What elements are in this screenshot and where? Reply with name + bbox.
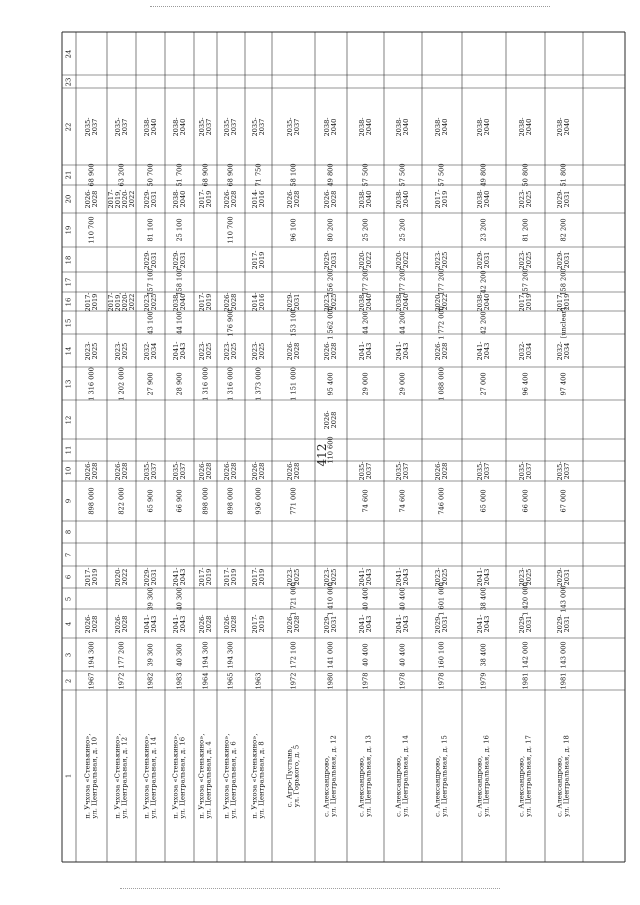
table-cell-text: 1967 <box>86 672 95 689</box>
table-cell-text: 2017- 2019 <box>197 291 213 312</box>
table-cell-text: 97 400 <box>559 371 568 396</box>
table-cell-text: 2026- 2028 <box>322 340 338 361</box>
column-header-1-text: 1 <box>64 773 73 779</box>
table-cell-text: 40 300 <box>174 586 183 611</box>
table-cell-text: 2038- 2040 <box>357 116 373 137</box>
table-cell-text: 50 700 <box>145 163 154 187</box>
column-header-10-text: 10 <box>64 466 73 476</box>
table-cell-text: 57 500 <box>360 163 369 187</box>
table-cell-text: 50 800 <box>520 163 529 187</box>
table-cell-text: 96 400 <box>520 371 529 396</box>
table-cell-text: 142 000 <box>520 640 529 669</box>
column-header-21-text: 21 <box>64 170 73 180</box>
table-cell-text: 2041- 2043 <box>394 340 410 361</box>
page-number-text: 412 <box>315 443 329 467</box>
table-cell-text: 2026- 2028 <box>197 613 213 634</box>
table-cell-text: 1 151 000 <box>288 366 297 401</box>
table-cell-text: 25 100 <box>174 218 183 242</box>
table-cell-text: 2026- 2028 <box>83 613 99 634</box>
table-cell-text: 177 200 <box>360 268 369 296</box>
table-cell-text: 160 100 <box>437 640 446 669</box>
table-cell-text: 66 900 <box>174 489 183 513</box>
table-cell-text: 2017- 2019 <box>197 189 213 209</box>
table-cell-text: 2017- 2019 <box>517 291 533 312</box>
table-cell-text: 95 400 <box>326 371 335 396</box>
table-cell-text: 2026- 2028 <box>113 613 129 634</box>
table-cell-text: 2035- 2037 <box>357 461 373 481</box>
table-cell-text: 2038- 2040 <box>357 189 373 209</box>
address-cell-text: с. Александрово, ул. Центральная, д. 16 <box>475 735 491 817</box>
table-cell-text: 1981 <box>520 672 529 689</box>
table-cell-text: 1981 <box>559 672 568 689</box>
address-cell-text: с. Александрово, ул. Центральная, д. 15 <box>433 735 449 817</box>
table-cell-text: 38 400 <box>479 586 488 611</box>
table-cell-text: 2035- 2037 <box>222 116 238 137</box>
table-cell-text: 2041- 2043 <box>475 613 491 634</box>
table-cell-text: 27 000 <box>479 371 488 396</box>
table-cell-text: 1 562 000 <box>326 305 335 340</box>
table-cell-text: 2017- 2019, 2020- 2022 <box>106 291 136 312</box>
table-cell-text: 2017- 2019 <box>83 567 99 587</box>
table-cell-text: 67 000 <box>559 489 568 513</box>
table-cell-text: 2023- 2025 <box>250 340 266 361</box>
table-cell-text: 2026- 2028 <box>113 461 129 481</box>
column-header-2-text: 2 <box>64 678 73 683</box>
table-cell-text: 2038- 2040 <box>475 189 491 209</box>
column-header-12-text: 12 <box>64 415 73 424</box>
table-cell-text: 194 300 <box>226 640 235 669</box>
table-cell-text: 177 200 <box>437 268 446 296</box>
table-cell-text: 2023- 2025 <box>517 189 533 209</box>
table-cell-text: 65 000 <box>479 489 488 513</box>
address-cell-text: п. Учхоза «Стенькино», ул. Центральная, д. 14 <box>142 733 158 819</box>
column-header-4-text: 4 <box>64 621 73 626</box>
table-cell-text: 1 316 000 <box>86 366 95 401</box>
table-cell-text: 2032- 2034 <box>517 340 533 361</box>
table-cell-text: 110 700 <box>226 216 235 244</box>
table-cell-text: 2026- 2028 <box>433 340 449 361</box>
column-header-23-text: 23 <box>64 77 73 86</box>
table-cell-text: 2017- 2019 <box>250 567 266 587</box>
column-header-14-text: 14 <box>64 346 73 355</box>
table-cell-text: 110 700 <box>86 216 95 244</box>
column-header-5-text: 5 <box>64 596 73 601</box>
table-cell-text: 2038- 2040 <box>357 291 373 312</box>
table-cell-text: 1978 <box>398 672 407 689</box>
table-cell-text: 177 200 <box>116 640 125 669</box>
table-cell-text: 40 400 <box>360 642 369 667</box>
table-cell-text: 44 200 <box>360 310 369 335</box>
table-cell-text: 2026- 2028 <box>250 461 266 481</box>
table-cell-text: 153 100 <box>288 308 297 337</box>
table-cell-text: 68 900 <box>226 163 235 187</box>
table-cell-text: 2026- 2028 <box>322 409 338 430</box>
table-cell-text: 2038- 2040 <box>142 116 158 137</box>
table-cell-text: 2023- 2025 <box>517 567 533 587</box>
table-cell-text: 2032- 2034 <box>142 340 158 361</box>
table-cell-text: 29 000 <box>398 371 407 396</box>
table-cell-text: 51 700 <box>174 163 183 187</box>
table-cell-text: 158 100 <box>174 268 183 296</box>
table-cell-text: 2029- 2031 <box>322 613 338 634</box>
table-cell-text: 2020- 2022 <box>433 291 449 312</box>
column-header-8-text: 8 <box>64 529 73 535</box>
table-cell-text: 1983 <box>174 672 183 689</box>
table-cell-text: 39 300 <box>145 642 154 667</box>
table-cell-text: 2038- 2040 <box>171 189 187 209</box>
table-cell-text: 157 200 <box>520 268 529 296</box>
table-cell-text: 1 420 000 <box>520 581 529 616</box>
table-cell-text: 74 600 <box>360 489 369 513</box>
table-cell-text: 1979 <box>479 672 488 689</box>
table-cell-text: 2023- 2025 <box>222 340 238 361</box>
table-cell-text: 82 200 <box>559 218 568 242</box>
address-cell-text: с. Александрово, ул. Центральная, д. 14 <box>394 735 410 817</box>
table-cell-text: 2035- 2037 <box>113 116 129 137</box>
table-cell-text: 2041- 2043 <box>475 567 491 587</box>
table-cell-text: 1 202 000 <box>116 366 125 401</box>
table-cell-text: 2035- 2037 <box>285 116 301 137</box>
address-cell-text: п. Учхоза «Стенькино», ул. Центральная, д. 4 <box>197 733 213 819</box>
table-cell-text: 1963 <box>253 672 262 689</box>
table-cell-text: 822 000 <box>116 487 125 515</box>
table-cell-text: 194 300 <box>200 640 209 669</box>
table-cell-text: 1 410 000 <box>326 581 335 616</box>
table-cell-text: 2035- 2037 <box>475 461 491 481</box>
table-cell-text: 110 600 <box>326 436 335 464</box>
address-cell-text: с. Александрово, ул. Центральная, д. 13 <box>357 735 373 817</box>
table-cell-text: 57 500 <box>398 163 407 187</box>
table-cell-text: 40 300 <box>174 642 183 667</box>
address-cell-text: с. Александрово, ул. Центральная, д. 17 <box>517 735 533 817</box>
column-header-20-text: 20 <box>64 194 73 204</box>
table-cell-text: 2038- 2040 <box>394 189 410 209</box>
table-cell-text: 2023- 2025 <box>285 567 301 587</box>
table-cell-text: 96 100 <box>288 218 297 242</box>
table-cell-text: 2020- 2022 <box>113 567 129 587</box>
table-cell-text: 172 100 <box>288 640 297 669</box>
table-cell-text: 2026- 2028 <box>285 613 301 634</box>
table-cell-text: 2041- 2043 <box>171 567 187 587</box>
table-cell-text: 2029- 2031 <box>171 249 187 270</box>
table-cell-text: 43 100 <box>145 310 154 335</box>
table-cell-text: 141 000 <box>326 640 335 669</box>
address-cell-text: с. Агро-Пустынь, ул. Горького, д. 5 <box>285 744 301 808</box>
table-cell-text: 2026- 2028 <box>222 189 238 209</box>
address-cell-text: п. Учхоза «Стенькино», ул. Центральная, д. 10 <box>83 733 99 819</box>
table-cell-text: 1972 <box>288 672 297 689</box>
table-cell-text: 2026- 2028 <box>222 461 238 481</box>
table-cell-text: 1 316 000 <box>226 366 235 401</box>
column-header-6-text: 6 <box>64 574 73 580</box>
table-cell-text: 23 200 <box>479 218 488 242</box>
column-header-17-text: 17 <box>64 277 73 287</box>
table-cell-text: 1 088 000 <box>437 366 446 401</box>
table-cell-text: 2023- 2025 <box>113 340 129 361</box>
table-cell-text: 66 000 <box>520 489 529 513</box>
table-cell-text: 194 300 <box>86 640 95 669</box>
table-cell-text: 1 721 000 <box>288 581 297 616</box>
table-cell-text: 68 900 <box>200 163 209 187</box>
table-cell-text: 42 200 <box>479 310 488 335</box>
table-cell-text: 2026- 2028 <box>197 461 213 481</box>
table-cell-text: 2017- 2019 <box>433 189 449 209</box>
table-cell-text: 2035- 2037 <box>555 461 571 481</box>
table-cell-text: 49 800 <box>479 163 488 187</box>
table-cell-text: 2026- 2028 <box>433 461 449 481</box>
table-cell-text: 39 300 <box>145 586 154 611</box>
column-header-19-text: 19 <box>64 225 73 235</box>
table-cell-text: 2020- 2022 <box>357 249 373 270</box>
table-cell-text: 2041- 2043 <box>142 613 158 634</box>
column-header-16-text: 16 <box>64 297 73 306</box>
address-cell-text: п. Учхоза «Стенькино», ул. Центральная, д. 6 <box>222 733 238 819</box>
table-cell-text: 898 000 <box>200 487 209 515</box>
table-cell-text: 1978 <box>437 672 446 689</box>
table-cell-text: 2041- 2043 <box>394 613 410 634</box>
table-cell-text: 40 400 <box>398 586 407 611</box>
table-cell-text: 157 100 <box>145 268 154 296</box>
table-cell-text: 1980 <box>326 672 335 689</box>
table-cell-text: 2041- 2043 <box>475 340 491 361</box>
table-cell-text: 2026- 2028 <box>83 461 99 481</box>
table-cell-text: 2017- 2019 <box>83 291 99 312</box>
table-cell-text: 40 400 <box>360 586 369 611</box>
table-cell-text: 2026- 2028 <box>222 291 238 312</box>
scan-bottom-edge <box>120 888 500 890</box>
table-cell-text: 2041- 2043 <box>171 340 187 361</box>
table-cell-text: 65 900 <box>145 489 154 513</box>
table-cell-text: 936 000 <box>253 487 262 515</box>
table-cell-text: 25 200 <box>360 218 369 242</box>
table-cell-text: 2029- 2031 <box>322 249 338 270</box>
table-cell-text: 2035- 2037 <box>171 461 187 481</box>
address-cell-text: п. Учхоза «Стенькино», ул. Центральная, д. 16 <box>171 733 187 819</box>
table-cell-text: 898 000 <box>226 487 235 515</box>
address-cell-text: с. Александрово, ул. Центральная, д. 12 <box>322 735 338 817</box>
table-cell-text: 143 000 <box>559 640 568 669</box>
table-cell-text: 80 200 <box>326 218 335 242</box>
table-cell-text: 2029- 2031 <box>555 613 571 634</box>
table-cell-text: 57 500 <box>437 163 446 187</box>
column-header-18-text: 18 <box>64 255 73 264</box>
table-cell-text: 2038- 2040 <box>433 116 449 137</box>
table-cell-text: 1964 <box>200 672 209 689</box>
table-cell-text: 2041- 2043 <box>394 567 410 587</box>
address-cell-text: п. Учхоза «Стенькино», ул. Центральная, д. 8 <box>250 733 266 819</box>
table-cell-text: 2029- 2031 <box>555 189 571 209</box>
table-cell-text: 2026- 2028 <box>285 189 301 209</box>
table-cell-text: 1 316 000 <box>200 366 209 401</box>
table-cell-text: 40 400 <box>398 642 407 667</box>
table-cell-text: 2017- 2019 <box>250 249 266 270</box>
address-cell-text: п. Учхоза «Стенькино», ул. Центральная, д. 12 <box>113 733 129 819</box>
table-cell-text: 2029- 2031 <box>142 249 158 270</box>
table-cell-text: 2029- 2031 <box>433 613 449 634</box>
table-cell-text: 2026- 2028 <box>285 461 301 481</box>
table-cell-text: 2041- 2043 <box>171 613 187 634</box>
table-cell-text: 2014- 2016 <box>250 189 266 209</box>
table-cell-text: 2029- 2031 <box>517 613 533 634</box>
table-cell-text: 74 600 <box>398 489 407 513</box>
table-cell-text: 29 000 <box>360 371 369 396</box>
table-cell-text: 2017- 2019 <box>250 613 266 634</box>
table-cell-text: 2035- 2037 <box>83 116 99 137</box>
table-cell-text: 2026- 2028 <box>285 340 301 361</box>
column-header-22-text: 22 <box>64 122 73 131</box>
table-cell-text: 1 373 000 <box>253 366 262 401</box>
table-cell-text: 2020- 2022 <box>394 249 410 270</box>
table-cell-text: 2029- 2031 <box>475 249 491 270</box>
table-cell-text: 898 000 <box>86 487 95 515</box>
table-cell-text: 2014- 2016 <box>250 291 266 312</box>
table-cell-text: [unclear] <box>559 307 568 338</box>
table-cell-text: 2035- 2037 <box>250 116 266 137</box>
table-cell-text: 49 800 <box>326 163 335 187</box>
table-cell-text: 771 000 <box>288 487 297 515</box>
table-cell-text: 2029- 2031 <box>285 291 301 312</box>
table-cell-text: 2038- 2040 <box>322 116 338 137</box>
table-cell-text: 2041- 2043 <box>357 567 373 587</box>
table-cell-text: 2035- 2037 <box>197 116 213 137</box>
column-header-7-text: 7 <box>64 552 73 557</box>
table-cell-text: 63 200 <box>116 163 125 187</box>
table-cell-text: 2023- 2025 <box>517 249 533 270</box>
table-cell-text: 1 772 000 <box>437 305 446 340</box>
table-cell-text: 2038- 2040 <box>475 116 491 137</box>
table-cell-text: 2038- 2040 <box>517 116 533 137</box>
table-cell-text: 176 900 <box>226 308 235 337</box>
table-cell-text: 81 200 <box>520 218 529 242</box>
table-cell-text: 42 200 <box>479 270 488 294</box>
table-cell-text: 68 900 <box>86 163 95 187</box>
table-cell-text: 156 200 <box>326 268 335 296</box>
table-cell-text: 2023- 2025 <box>197 340 213 361</box>
table-cell-text: 1 601 000 <box>437 581 446 616</box>
table-cell-text: 2017- 2019 <box>197 567 213 587</box>
table-cell-text: 51 800 <box>559 163 568 187</box>
table-cell-text: 2038- 2040 <box>171 116 187 137</box>
table-cell-text: 25 200 <box>398 218 407 242</box>
table-cell-text: 2023- 2025 <box>142 291 158 312</box>
column-header-11-text: 11 <box>64 445 73 455</box>
table-cell-text: 2035- 2037 <box>517 461 533 481</box>
table-cell-text: 2035- 2037 <box>394 461 410 481</box>
table-cell-text: 2029- 2031 <box>555 567 571 587</box>
table-cell-text: 2038- 2040 <box>475 291 491 312</box>
table-cell-text: 2041- 2043 <box>357 613 373 634</box>
table-cell-text: 2038- 2040 <box>555 116 571 137</box>
table-cell-text: 2029- 2031 <box>142 567 158 587</box>
table-cell-text: 2026- 2028 <box>322 189 338 209</box>
table-cell-text: 1978 <box>360 672 369 689</box>
column-header-3-text: 3 <box>64 652 73 657</box>
table-cell-text: 2038- 2040 <box>394 116 410 137</box>
table-cell-text: 2035- 2037 <box>142 461 158 481</box>
table-cell-text: 44 200 <box>398 310 407 335</box>
table-cell-text: 2023- 2025 <box>433 249 449 270</box>
table-cell-text: 2026- 2028 <box>83 189 99 209</box>
table-cell-text: 2038- 2040 <box>171 291 187 312</box>
column-header-13-text: 13 <box>64 379 73 388</box>
table-cell-text: 44 100 <box>174 310 183 335</box>
table-cell-text: 58 100 <box>288 163 297 187</box>
table-cell-text: 2029- 2031 <box>142 189 158 209</box>
table-cell-text: 2041- 2043 <box>357 340 373 361</box>
column-header-24-text: 24 <box>64 49 73 58</box>
table-cell-text: 2017- 2019 <box>222 567 238 587</box>
table-cell-text: 27 900 <box>145 371 154 396</box>
address-cell-text: с. Александрово, ул. Центральная, д. 18 <box>555 735 571 817</box>
table-cell-text: 2032- 2034 <box>555 340 571 361</box>
column-header-15-text: 15 <box>64 318 73 327</box>
table-cell-text: 2038- 2040 <box>394 291 410 312</box>
table-cell-text: 158 200 <box>559 268 568 296</box>
table-cell-text: 143 000 <box>559 584 568 613</box>
table-cell-text: 2023- 2025 <box>433 567 449 587</box>
column-header-9-text: 9 <box>64 498 73 504</box>
table-cell-text: 1982 <box>145 672 154 689</box>
table-cell-text: 81 100 <box>145 218 154 242</box>
table-cell-text: 2026- 2028 <box>222 613 238 634</box>
table-cell-text: 2017- 2019 <box>555 291 571 312</box>
table-cell-text: 28 900 <box>174 371 183 396</box>
table-cell-text: 1972 <box>116 672 125 689</box>
table-cell-text: 2029- 2031 <box>555 249 571 270</box>
table-cell-text: 1965 <box>226 672 235 689</box>
table-cell-text: 38 400 <box>479 642 488 667</box>
table-cell-text: 2023- 2025 <box>322 291 338 312</box>
table-cell-text: 2023- 2025 <box>322 567 338 587</box>
table-cell-text: 71 750 <box>253 163 262 187</box>
table-cell-text: 177 200 <box>398 268 407 296</box>
table-cell-text: 2023- 2025 <box>83 340 99 361</box>
table-cell-text: 746 000 <box>437 487 446 515</box>
table-cell-text: 2017- 2019, 2020- 2022 <box>106 189 136 209</box>
